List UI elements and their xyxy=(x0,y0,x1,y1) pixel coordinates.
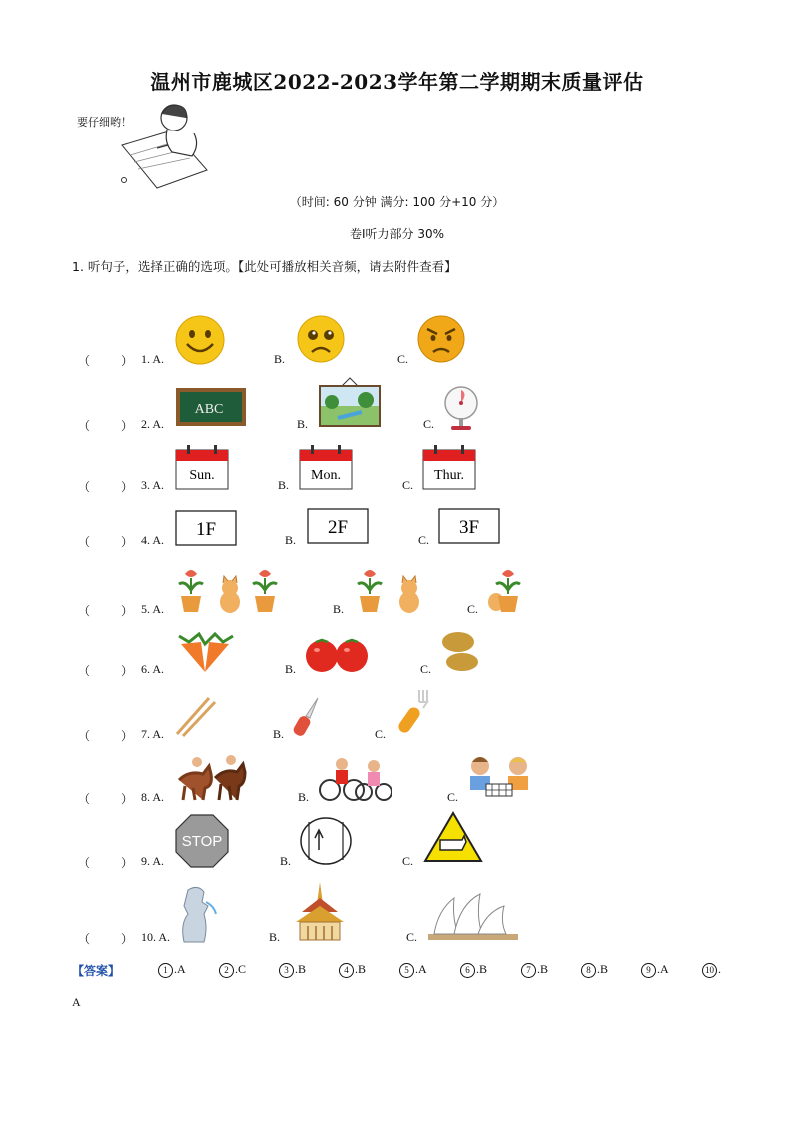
option-c-label: C. xyxy=(397,352,409,366)
sydney-opera-house-icon xyxy=(424,890,522,942)
answer-paren-close: ） xyxy=(121,480,134,494)
stop-sign-icon xyxy=(175,814,229,868)
answer-key xyxy=(72,962,752,979)
question-number: 9. A. xyxy=(141,854,165,868)
calendar-day-text: Sun. xyxy=(189,468,215,483)
answer-number-badge: 3 xyxy=(279,963,294,978)
answer-paren-close: ） xyxy=(121,856,134,870)
caution-hand-sign-icon xyxy=(422,810,484,864)
answer-paren-close: ） xyxy=(121,729,134,743)
option-b-label: B. xyxy=(278,478,290,492)
answer-value: .A xyxy=(415,962,427,976)
answer-paren-close: ） xyxy=(121,535,134,549)
answer-value: . xyxy=(718,962,721,976)
answer-paren-open: （ xyxy=(78,419,91,433)
option-b-label: B. xyxy=(273,727,285,741)
answer-number-badge: 1 xyxy=(158,963,173,978)
potatoes-icon xyxy=(440,630,480,672)
answer-item xyxy=(641,962,669,978)
option-b-label: B. xyxy=(333,602,345,616)
answer-paren-close: ） xyxy=(121,419,134,433)
question-number: 8. A. xyxy=(141,790,165,804)
answer-paren-close: ） xyxy=(121,664,134,678)
answer-paren-open: （ xyxy=(78,664,91,678)
answer-item xyxy=(339,962,366,978)
blackboard-icon xyxy=(175,387,247,427)
answer-paren-open: （ xyxy=(78,480,91,494)
answer-paren-open: （ xyxy=(78,535,91,549)
question-number: 3. A. xyxy=(141,478,165,492)
question-row-5 xyxy=(0,564,794,628)
floor-text: 2F xyxy=(327,517,349,538)
flower-pot-icon xyxy=(253,570,277,612)
question-row-10 xyxy=(0,878,794,946)
answer-number-badge: 2 xyxy=(219,963,234,978)
answer-paren-close: ） xyxy=(121,932,134,946)
cat-in-flower-pot-icon xyxy=(486,566,526,614)
answer-number-badge: 10 xyxy=(702,963,717,978)
option-c-label: C. xyxy=(467,602,479,616)
page-title: 温州市鹿城区2022-2023学年第二学期期末质量评估 xyxy=(150,70,644,94)
option-c-label: C. xyxy=(447,790,459,804)
flowers-and-cat-icon xyxy=(175,566,285,614)
tomatoes-icon xyxy=(304,636,370,674)
answer-item xyxy=(702,962,721,978)
answer-number-badge: 8 xyxy=(581,963,596,978)
answer-paren-open: （ xyxy=(78,354,91,368)
floor-sign-icon xyxy=(175,510,237,546)
carrots-icon xyxy=(175,628,235,674)
smiling-face-icon xyxy=(174,314,226,366)
answer-number-badge: 5 xyxy=(399,963,414,978)
thai-temple-icon xyxy=(292,880,348,942)
option-c-label: C. xyxy=(423,417,435,431)
horse-riding-icon xyxy=(175,752,249,802)
question-row-1 xyxy=(0,312,794,376)
calendar-icon xyxy=(299,444,353,490)
question-number: 4. A. xyxy=(141,533,165,547)
blackboard-text: ABC xyxy=(194,402,224,417)
question-row-8 xyxy=(0,752,794,816)
cat-icon xyxy=(399,576,419,613)
floor-text: 3F xyxy=(458,517,480,538)
calendar-day-text: Mon. xyxy=(311,468,341,483)
question-row-7 xyxy=(0,692,794,756)
flower-pot-icon xyxy=(358,570,382,612)
electric-fan-icon xyxy=(441,385,481,431)
fork-icon xyxy=(393,688,431,738)
answer-number-badge: 7 xyxy=(521,963,536,978)
reminder-text: 要仔细哟！ xyxy=(77,116,132,129)
question-number: 2. A. xyxy=(141,417,165,431)
knife-icon xyxy=(292,696,322,738)
question-row-3 xyxy=(0,442,794,506)
question-number: 7. A. xyxy=(141,727,165,741)
angry-face-icon xyxy=(416,314,466,364)
stop-sign-text: STOP xyxy=(181,833,223,850)
floor-text: 1F xyxy=(195,519,217,540)
calendar-day-text: Thur. xyxy=(434,468,464,483)
answer-paren-open: （ xyxy=(78,932,91,946)
answer-number-badge: 9 xyxy=(641,963,656,978)
answer-number-badge: 6 xyxy=(460,963,475,978)
option-b-label: B. xyxy=(280,854,292,868)
question-row-6 xyxy=(0,628,794,692)
answer-value: .B xyxy=(597,962,609,976)
option-b-label: B. xyxy=(285,662,297,676)
playing-chess-icon xyxy=(466,752,532,800)
answer-number-badge: 4 xyxy=(339,963,354,978)
option-c-label: C. xyxy=(402,854,414,868)
question-row-4 xyxy=(0,507,794,571)
chopsticks-icon xyxy=(175,696,217,738)
answer-item xyxy=(219,962,246,978)
cat-icon xyxy=(220,576,240,613)
option-c-label: C. xyxy=(418,533,430,547)
answer-value: .A xyxy=(174,962,186,976)
answer-paren-open: （ xyxy=(78,604,91,618)
flower-pot-icon xyxy=(179,570,203,612)
answer-value: .B xyxy=(476,962,488,976)
option-b-label: B. xyxy=(285,533,297,547)
question-row-9 xyxy=(0,814,794,878)
answer-item xyxy=(399,962,427,978)
floor-sign-icon xyxy=(307,508,369,544)
answer-tail: A xyxy=(72,995,81,1009)
sad-face-icon xyxy=(296,314,346,364)
answer-paren-open: （ xyxy=(78,856,91,870)
answer-item xyxy=(460,962,487,978)
flower-and-cat-icon xyxy=(354,566,424,614)
option-b-label: B. xyxy=(269,930,281,944)
calendar-icon xyxy=(175,444,229,490)
cycling-icon xyxy=(318,754,392,802)
merlion-statue-icon xyxy=(178,884,218,944)
answer-value: .B xyxy=(295,962,307,976)
question-row-2 xyxy=(0,382,794,446)
student-writing-illustration xyxy=(112,100,212,190)
question-instruction: 1. 听句子，选择正确的选项。【此处可播放相关音频，请去附件查看】 xyxy=(72,259,457,274)
one-way-sign-icon xyxy=(299,816,353,866)
time-info: （时间: 60 分钟 满分: 100 分+10 分） xyxy=(289,195,505,209)
option-c-label: C. xyxy=(406,930,418,944)
answer-paren-close: ） xyxy=(121,604,134,618)
question-number: 10. A. xyxy=(141,930,171,944)
answer-value: .B xyxy=(537,962,549,976)
answer-item xyxy=(521,962,548,978)
answer-tag: 【答案】 xyxy=(72,964,121,978)
question-number: 1. A. xyxy=(141,352,165,366)
answer-item xyxy=(158,962,186,978)
answer-paren-close: ） xyxy=(121,354,134,368)
option-b-label: B. xyxy=(274,352,286,366)
option-b-label: B. xyxy=(298,790,310,804)
option-b-label: B. xyxy=(297,417,309,431)
section-heading: 卷Ⅰ听力部分 30% xyxy=(349,227,445,241)
answer-value: .B xyxy=(355,962,367,976)
option-c-label: C. xyxy=(402,478,414,492)
question-number: 6. A. xyxy=(141,662,165,676)
option-c-label: C. xyxy=(420,662,432,676)
question-number: 5. A. xyxy=(141,602,165,616)
answer-item xyxy=(581,962,608,978)
landscape-painting-icon xyxy=(318,376,382,428)
answer-paren-close: ） xyxy=(121,792,134,806)
answer-value: .A xyxy=(657,962,669,976)
floor-sign-icon xyxy=(438,508,500,544)
calendar-icon xyxy=(422,444,476,490)
option-c-label: C. xyxy=(375,727,387,741)
answer-paren-open: （ xyxy=(78,729,91,743)
answer-item xyxy=(279,962,306,978)
answer-paren-open: （ xyxy=(78,792,91,806)
answer-value: .C xyxy=(235,962,247,976)
